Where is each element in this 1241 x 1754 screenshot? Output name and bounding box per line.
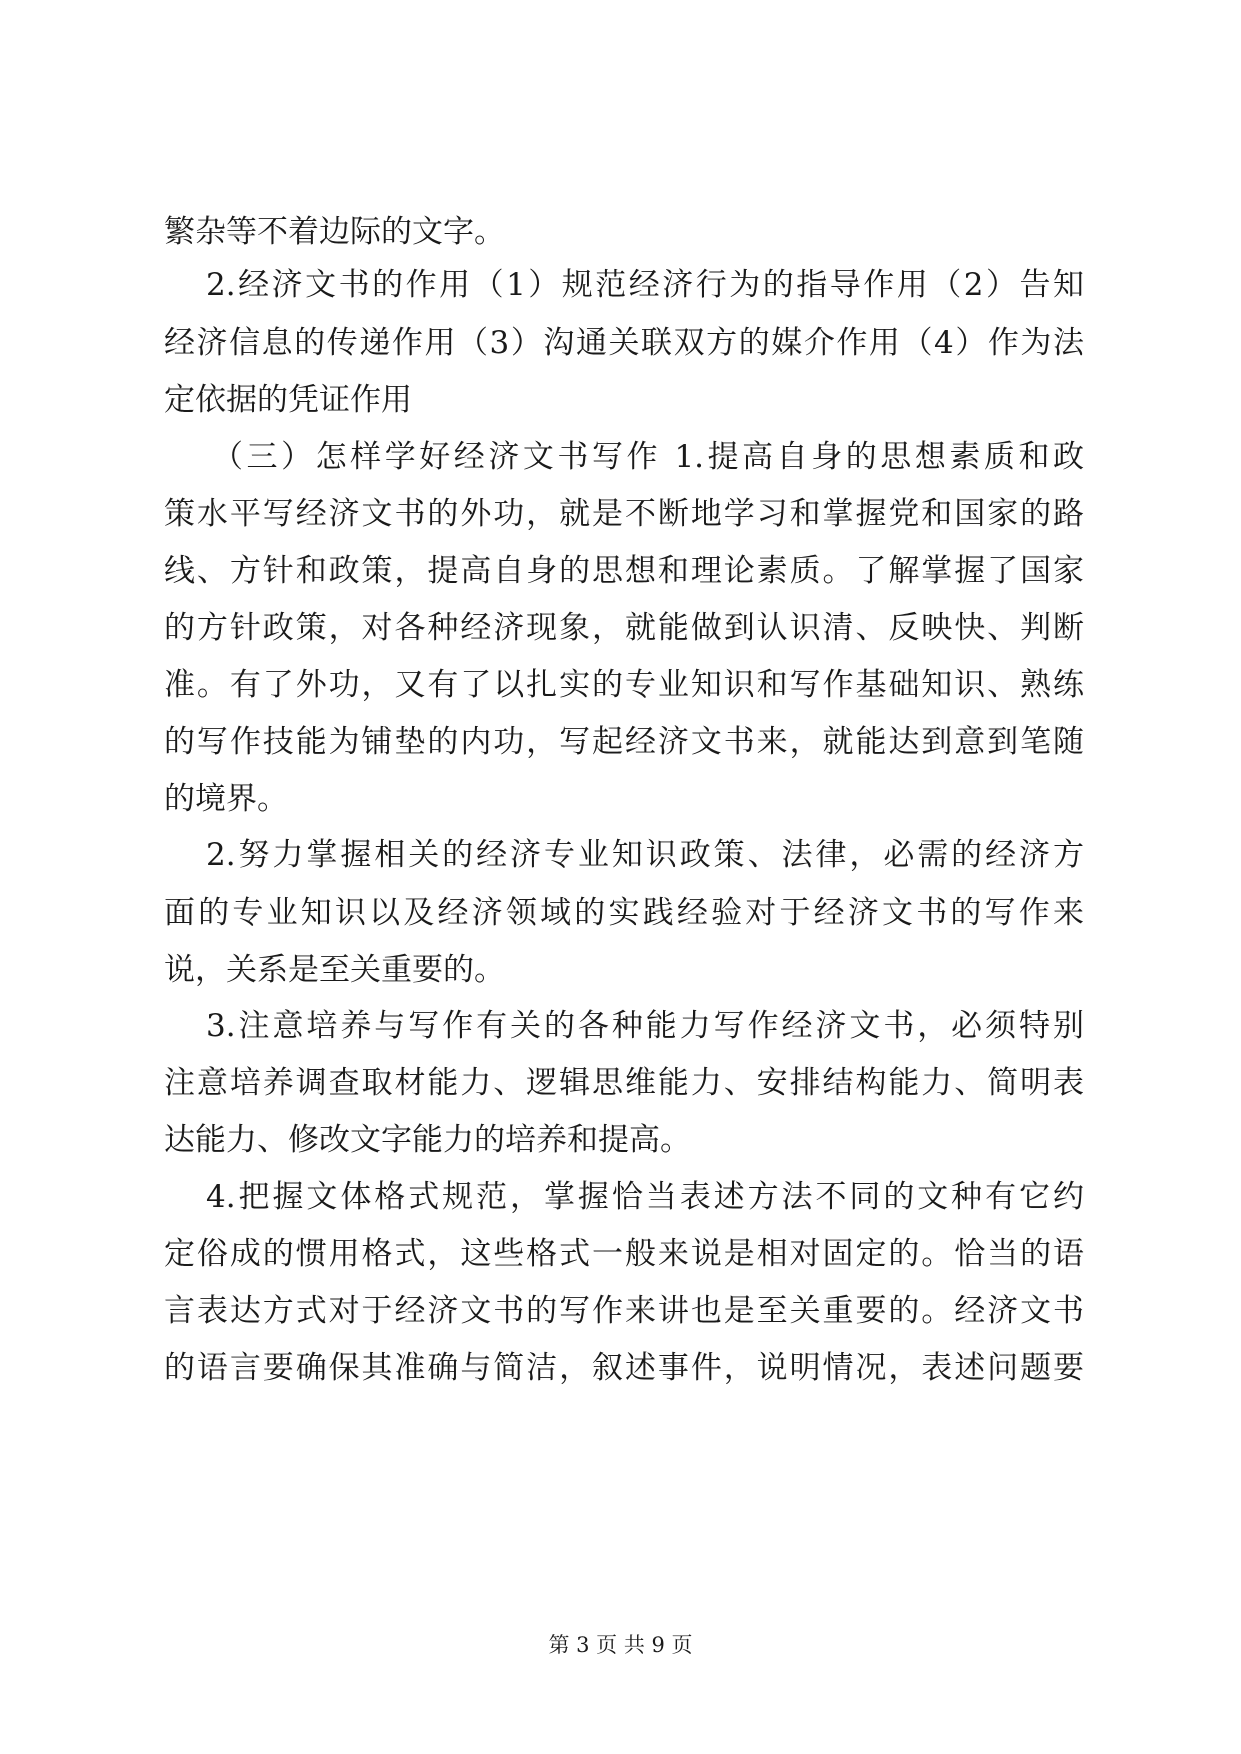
text-line: 说，关系是至关重要的。 [164, 952, 505, 988]
page-number-indicator: 第 3 页 共 9 页 [548, 1633, 693, 1657]
text-line: 的语言要确保其准确与简洁，叙述事件，说明情况，表述问题要 [164, 1350, 1084, 1386]
text-line: 4.把握文体格式规范，掌握恰当表述方法不同的文种有它约 [206, 1179, 1084, 1215]
text-line: 达能力、修改文字能力的培养和提高。 [164, 1122, 691, 1158]
text-line: 线、方针和政策，提高自身的思想和理论素质。了解掌握了国家 [164, 553, 1084, 589]
section-heading-line: （三）怎样学好经济文书写作 1.提高自身的思想素质和政 [212, 439, 1084, 475]
text-line: 言表达方式对于经济文书的写作来讲也是至关重要的。经济文书 [164, 1293, 1084, 1329]
text-line: 注意培养调查取材能力、逻辑思维能力、安排结构能力、简明表 [164, 1065, 1084, 1101]
text-line: 经济信息的传递作用（3）沟通关联双方的媒介作用（4）作为法 [164, 325, 1084, 361]
text-line: 繁杂等不着边际的文字。 [164, 214, 505, 250]
text-line: 策水平写经济文书的外功，就是不断地学习和掌握党和国家的路 [164, 496, 1084, 532]
text-line: 的境界。 [164, 781, 288, 817]
text-line: 2.努力掌握相关的经济专业知识政策、法律，必需的经济方 [206, 837, 1084, 873]
text-line: 的方针政策，对各种经济现象，就能做到认识清、反映快、判断 [164, 610, 1084, 646]
page-footer [0, 1631, 1241, 1659]
text-line: 3.注意培养与写作有关的各种能力写作经济文书，必须特别 [206, 1008, 1084, 1044]
text-line: 定依据的凭证作用 [164, 382, 412, 418]
text-line: 的写作技能为铺垫的内功，写起经济文书来，就能达到意到笔随 [164, 724, 1084, 760]
text-line: 面的专业知识以及经济领域的实践经验对于经济文书的写作来 [164, 895, 1084, 931]
text-line: 定俗成的惯用格式，这些格式一般来说是相对固定的。恰当的语 [164, 1236, 1084, 1272]
text-line: 2.经济文书的作用（1）规范经济行为的指导作用（2）告知 [206, 267, 1084, 303]
text-line: 准。有了外功，又有了以扎实的专业知识和写作基础知识、熟练 [164, 667, 1084, 703]
